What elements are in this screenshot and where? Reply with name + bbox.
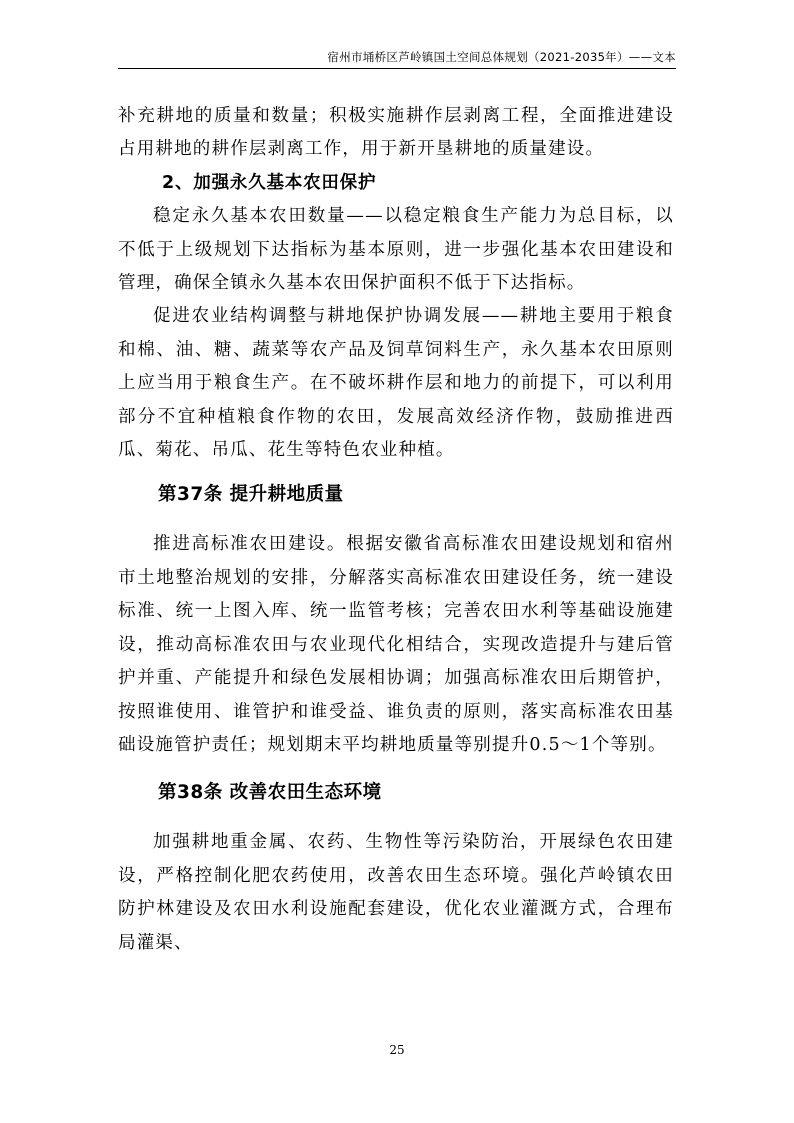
subheading-permanent-farmland: 2、加强永久基本农田保护 bbox=[162, 172, 377, 193]
running-header: 宿州市埇桥区芦岭镇国土空间总体规划（2021-2035年）——文本 bbox=[327, 50, 676, 64]
paragraph-article-38: 加强耕地重金属、农药、生物性等污染防治，开展绿色农田建设，严格控制化肥农药使用，改善农田生态环境。强化芦岭镇农田防护林建设及农田水利设施配套建设，优化农业灌溉方式，合理布局灌渠、 bbox=[118, 832, 674, 953]
article-38-heading: 第38条 改善农田生态环境 bbox=[158, 782, 382, 804]
paragraph-article-37: 推进高标准农田建设。根据安徽省高标准农田建设规划和宿州市土地整治规划的安排，分解落实高标准农田建设任务，统一建设标准、统一上图入库、统一监管考核；完善农田水利等基础设施建设，推动高标准农田与农业现代化相结合，实现改造提升与建后管护并重、产能提升和绿色发展相协调；加强高标准农田后期管护，按照谁使用、谁管护和谁受益、谁负责的原则，落实高标准农田基础设施管护责任；规划期末平均耕地质量等别提升0.5～1个等别。 bbox=[118, 534, 674, 755]
paragraph-stable-farmland: 稳定永久基本农田数量——以稳定粮食生产能力为总目标，以不低于上级规划下达指标为基本原则，进一步强化基本农田建设和管理，确保全镇永久基本农田保护面积不低于下达指标。 bbox=[118, 206, 674, 294]
header-rule bbox=[118, 68, 676, 69]
article-37-heading: 第37条 提升耕地质量 bbox=[158, 484, 344, 506]
document-body bbox=[118, 100, 674, 960]
page-number: 25 bbox=[389, 1043, 405, 1057]
paragraph-structure-adjustment: 促进农业结构调整与耕地保护协调发展——耕地主要用于粮食和棉、油、糖、蔬菜等农产品及饲草饲料生产，永久基本农田原则上应当用于粮食生产。在不破坏耕作层和地力的前提下，可以利用部分不宜种植粮食作物的农田，发展高效经济作物，鼓励推进西瓜、菊花、吊瓜、花生等特色农业种植。 bbox=[118, 306, 674, 461]
paragraph-continuation: 补充耕地的质量和数量；积极实施耕作层剥离工程，全面推进建设占用耕地的耕作层剥离工作，用于新开垦耕地的质量建设。 bbox=[118, 106, 674, 160]
